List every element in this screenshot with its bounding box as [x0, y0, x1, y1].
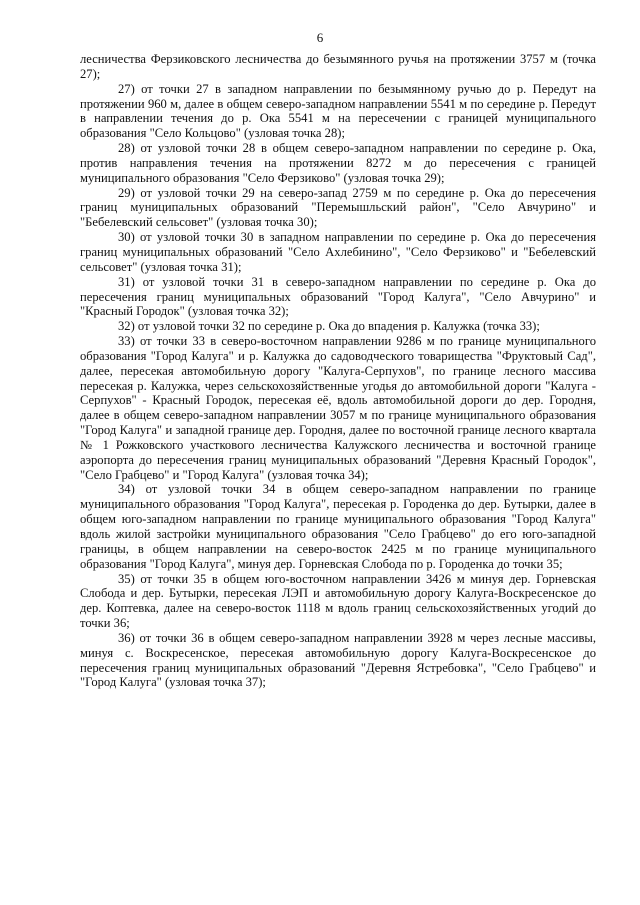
paragraph-continuation: лесничества Ферзиковского лесничества до безымянного ручья на протяжении 3757 м (точка 27);: [80, 52, 596, 81]
paragraph-point-28: 28) от узловой точки 28 в общем северо-западном направлении по середине р. Ока, против направления течения на протяжении 8272 м до пересечения с границей муниципального образования "Село Ферзиково" (узловая точка 29);: [80, 141, 596, 185]
paragraph-point-30: 30) от узловой точки 30 в западном направлении по середине р. Ока до пересечения границ муниципальных образований "Село Ахлебинино", "Село Ферзиково" и "Бебелевский сельсовет" (узловая точка 31);: [80, 230, 596, 274]
paragraph-point-31: 31) от узловой точки 31 в северо-западном направлении по середине р. Ока до пересечения границ муниципальных образований "Город Калуга", "Село Авчурино" и "Красный Городок" (узловая точка 32);: [80, 274, 596, 319]
page-number: 6: [316, 30, 324, 45]
paragraph-point-35: 35) от точки 35 в общем юго-восточном направлении 3426 м минуя дер. Горневская Слобода и дер. Бутырки, пересекая ЛЭП и автомобильную дорогу Калуга-Воскресенское до дер. Коптевка, далее на северо-восток 1118 м вдоль границ сельскохозяйственных угодий до точки 36;: [80, 571, 596, 631]
document-body: [80, 52, 596, 690]
paragraph-point-27: 27) от точки 27 в западном направлении по безымянному ручью до р. Передут на протяжении 960 м, далее в общем северо-западном направлении 5541 м по середине р. Передут в направлении течения до р. Ока 5541 м на пересечении с границей муниципального образования "Село Кольцово" (узловая точка 28);: [80, 81, 596, 141]
paragraph-point-36: 36) от точки 36 в общем северо-западном направлении 3928 м через лесные массивы, минуя с. Воскресенское, пересекая автомобильную дорогу Калуга-Воскресенское до пересечения границ муниципальных образований "Деревня Ястребовка", "Село Грабцево" и "Город Калуга" (узловая точка 37);: [80, 630, 596, 690]
paragraph-point-29: 29) от узловой точки 29 на северо-запад 2759 м по середине р. Ока до пересечения границ муниципальных образований "Перемышльский район", "Село Авчурино" и "Бебелевский сельсовет" (узловая точка 30);: [80, 185, 596, 230]
paragraph-point-34: 34) от узловой точки 34 в общем северо-западном направлении по границе муниципального образования "Город Калуга", пересекая р. Городенка до дер. Бутырки, далее в общем юго-западном направлении по границе муниципального образования "Город Калуга" вдоль жилой застройки муниципального образования "Село Грабцево" до его юго-западной границы, в общем направлении на северо-восток 2425 м по границе муниципального образования "Город Калуга", минуя дер. Горневская Слобода по р. Городенка до точки 35;: [80, 482, 596, 571]
paragraph-point-33: 33) от точки 33 в северо-восточном направлении 9286 м по границе муниципального образования "Город Калуга" и р. Калужка до садоводческого товарищества "Фруктовый Сад", далее, пересекая автомобильную дорогу "Калуга-Серпухов", по границе лесного массива пересекая р. Калужка, через сельскохозяйственные угодья до автомобильной дороги "Калуга - Серпухов" - Красный Городок, пересекая её, вдоль автомобильной дороги до дер. Городня, далее в общем северо-западном направлении 3057 м по границе муниципального образования "Город Калуга" и западной границе дер. Городня, далее по восточной границе лесного квартала № 1 Рожковского участкового лесничества Калужского лесничества и восточной границе аэропорта до пересечения границ муниципальных образований "Деревня Красный Городок", "Село Грабцево" и "Город Калуга" (узловая точка 34);: [80, 334, 596, 482]
paragraph-point-32: 32) от узловой точки 32 по середине р. Ока до впадения р. Калужка (точка 33);: [118, 319, 540, 334]
